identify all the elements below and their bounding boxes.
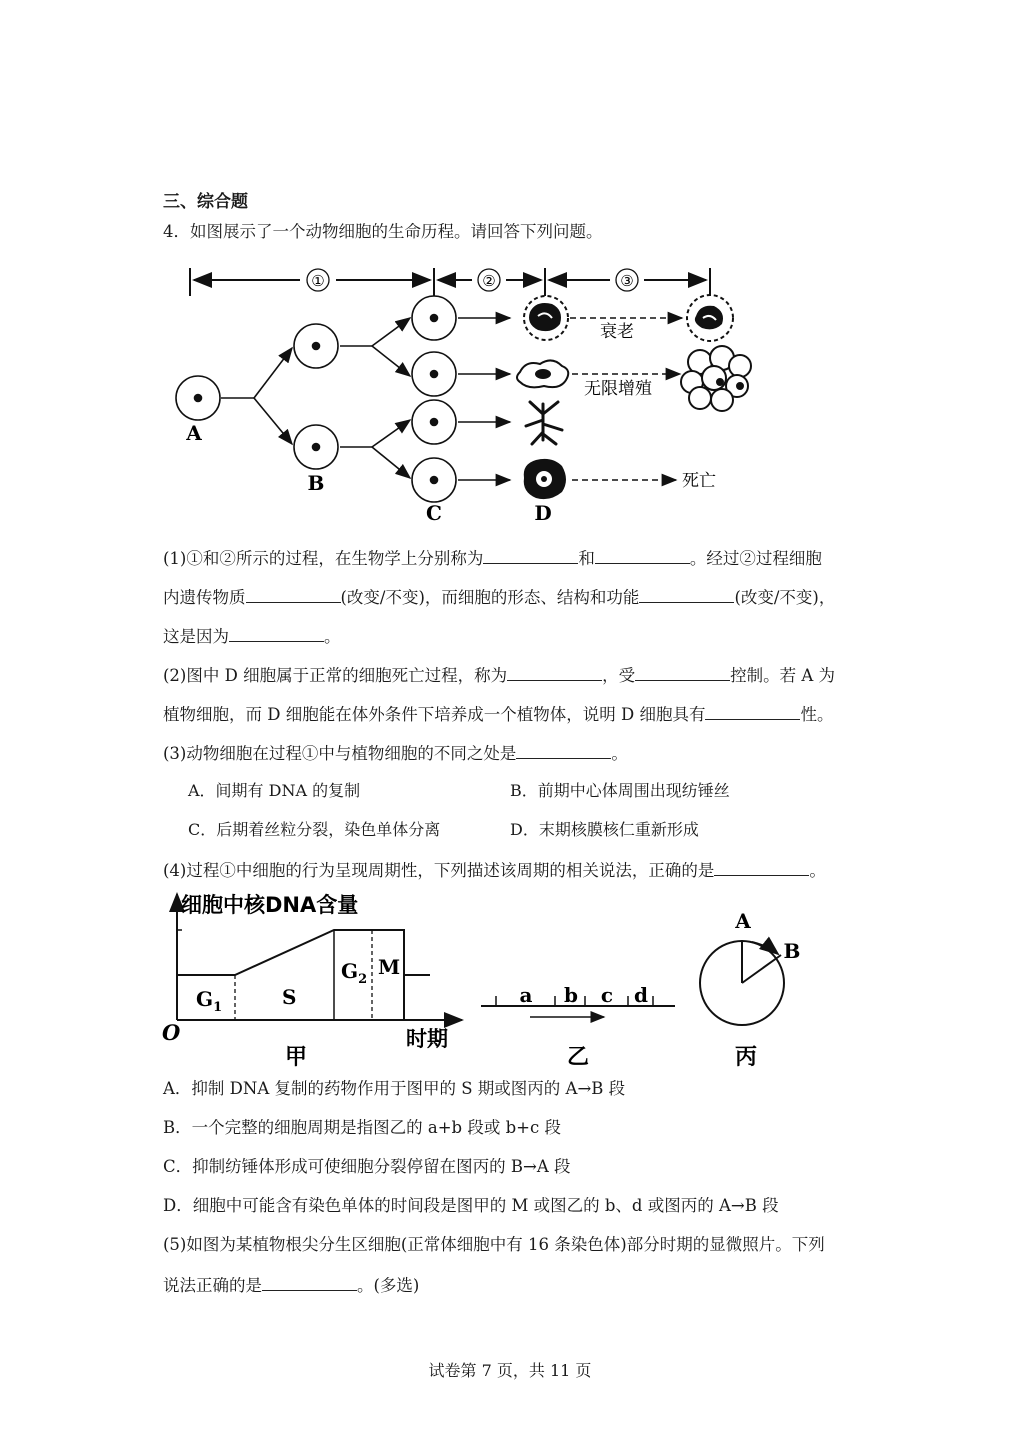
q1-line-1: (1)①和②所示的过程，在生物学上分别称为 和 。经过②过程细胞 <box>163 545 822 571</box>
q3-option-b[interactable]: B．前期中心体周围出现纺锤丝 <box>510 781 730 800</box>
segment-a: a <box>519 983 533 1007</box>
caption-jia: 甲 <box>284 1045 308 1070</box>
caption-bing: 丙 <box>734 1045 758 1070</box>
q5-line-2: 说法正确的是 。(多选) <box>163 1272 419 1298</box>
segment-d: d <box>634 983 648 1007</box>
svg-text:②: ② <box>482 272 496 290</box>
q5-line-1: (5)如图为某植物根尖分生区细胞(正常体细胞中有 16 条染色体)部分时期的显微照片。下列 <box>163 1235 825 1254</box>
segment-c: c <box>600 983 614 1007</box>
question-intro: 4．如图展示了一个动物细胞的生命历程。请回答下列问题。 <box>163 222 603 241</box>
q1-line-3: 这是因为 。 <box>163 623 341 649</box>
section-title: 三、综合题 <box>163 192 248 212</box>
q3-stem: (3)动物细胞在过程①中与植物细胞的不同之处是 。 <box>163 740 628 766</box>
bing-label-b: B <box>783 939 801 963</box>
cell-label-D: D <box>534 501 552 525</box>
q4-option-d[interactable]: D．细胞中可能含有染色单体的时间段是图甲的 M 或图乙的 b、d 或图丙的 A→B 段 <box>163 1196 779 1215</box>
bing-label-a: A <box>735 909 751 933</box>
cell-label-B: B <box>307 471 325 495</box>
label-aging: 衰老 <box>600 322 634 342</box>
q3-option-c[interactable]: C．后期着丝粒分裂，染色单体分离 <box>188 820 441 839</box>
q3-option-a[interactable]: A．间期有 DNA 的复制 <box>188 781 361 800</box>
cell-label-A: A <box>186 421 202 445</box>
q4-stem: (4)过程①中细胞的行为呈现周期性，下列描述该周期的相关说法，正确的是 。 <box>163 857 826 883</box>
label-proliferation: 无限增殖 <box>584 379 652 399</box>
q2-line-2: 植物细胞，而 D 细胞能在体外条件下培养成一个植物体，说明 D 细胞具有 性。 <box>163 701 833 727</box>
phase-m: M <box>378 955 401 979</box>
q2-line-1: (2)图中 D 细胞属于正常的细胞死亡过程，称为 ，受 控制。若 A 为 <box>163 662 835 688</box>
phase-s: S <box>282 985 297 1009</box>
svg-text:①: ① <box>311 272 325 290</box>
q4-option-c[interactable]: C．抑制纺锤体形成可使细胞分裂停留在图丙的 B→A 段 <box>163 1157 571 1176</box>
phase-g1: $G_1$ <box>196 987 223 1015</box>
q3-option-d[interactable]: D．末期核膜核仁重新形成 <box>510 820 699 839</box>
graph-yi <box>481 983 675 1070</box>
cell-label-C: C <box>426 501 442 525</box>
jia-xlabel: 时期 <box>406 1027 448 1051</box>
page-footer: 试卷第 7 页，共 11 页 <box>428 1361 592 1380</box>
caption-yi: 乙 <box>566 1045 590 1070</box>
jia-origin: O <box>162 1020 181 1045</box>
q1-line-2: 内遗传物质 (改变/不变)，而细胞的形态、结构和功能 (改变/不变)， <box>163 584 835 610</box>
segment-b: b <box>564 983 578 1007</box>
q4-option-a[interactable]: A．抑制 DNA 复制的药物作用于图甲的 S 期或图丙的 A→B 段 <box>163 1079 626 1098</box>
graph-bing <box>700 909 800 1070</box>
svg-text:③: ③ <box>620 272 634 290</box>
phase-g2: $G_2$ <box>341 959 368 987</box>
answer-blank[interactable] <box>262 1272 357 1291</box>
q4-option-b[interactable]: B．一个完整的细胞周期是指图乙的 a+b 段或 b+c 段 <box>163 1118 561 1137</box>
graph-jia <box>162 893 462 1070</box>
jia-ylabel: 细胞中核DNA含量 <box>181 893 359 917</box>
label-death: 死亡 <box>682 471 716 491</box>
